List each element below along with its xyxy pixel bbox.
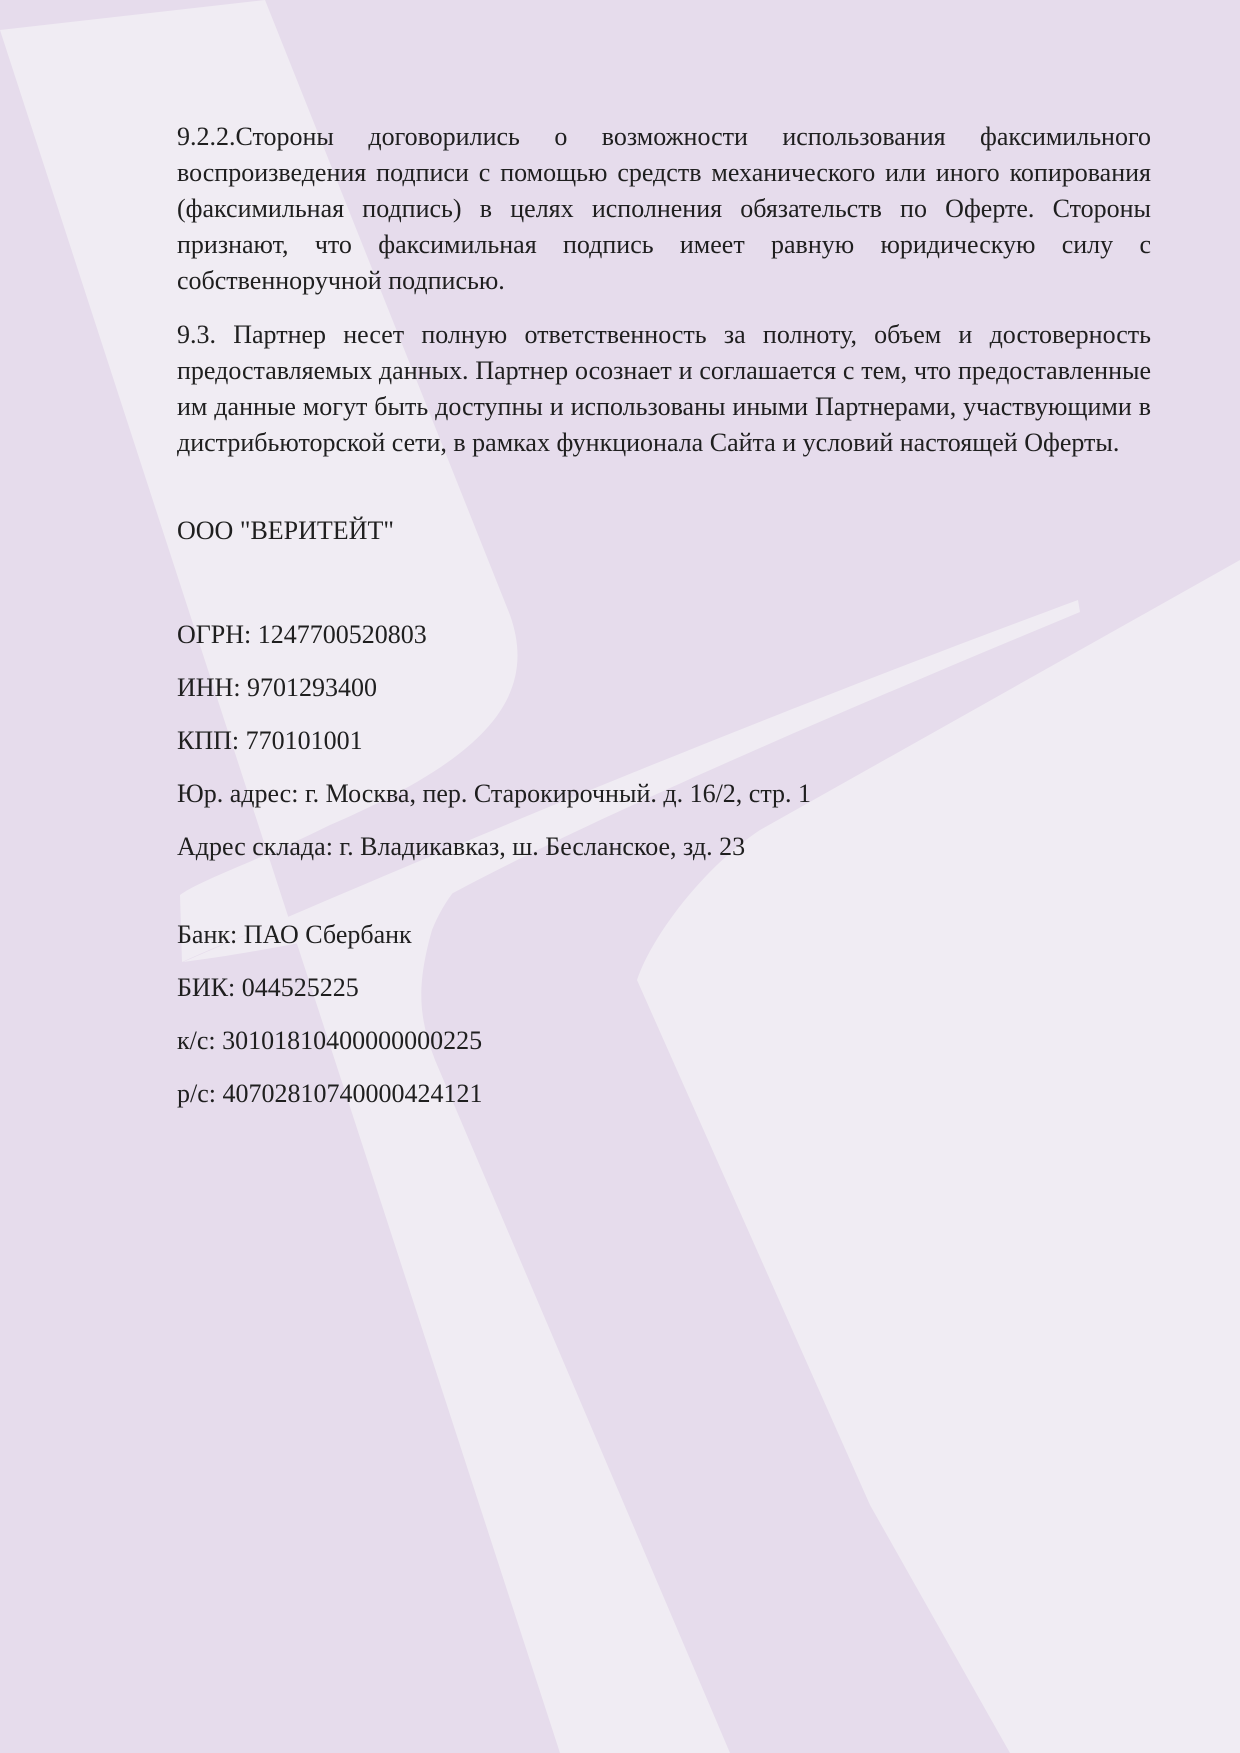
paragraph-9-2-2: 9.2.2.Стороны договорились о возможности использования факсимильного воспроизведения подписи с помощью средств механического или иного копирования (факсимильная подпись) в целях исполнения обязательств по Оферте. Стороны признают, что факсимильная подпись имеет равную юридическую силу с собственноручной подписью. <box>177 122 1151 295</box>
bik-line: БИК: 044525225 <box>177 973 359 1002</box>
document-page <box>177 119 1151 1112</box>
warehouse-address-line: Адрес склада: г. Владикавказ, ш. Бесланское, зд. 23 <box>177 832 746 861</box>
paragraph-9-3: 9.3. Партнер несет полную ответственность за полноту, объем и достоверность предоставляемых данных. Партнер осознает и соглашается с тем, что предоставленные им данные могут быть доступны и использованы иными Партнерами, участвующими в дистрибьюторской сети, в рамках функционала Сайта и условий настоящей Оферты. <box>177 320 1151 457</box>
company-name: ООО "ВЕРИТЕЙТ" <box>177 516 394 545</box>
ks-line: к/с: 30101810400000000225 <box>177 1026 483 1055</box>
legal-address-line: Юр. адрес: г. Москва, пер. Старокирочный. д. 16/2, стр. 1 <box>177 779 812 808</box>
kpp-line: КПП: 770101001 <box>177 726 363 755</box>
bank-name-line: Банк: ПАО Сбербанк <box>177 920 412 949</box>
ogrn-line: ОГРН: 1247700520803 <box>177 620 427 649</box>
rs-line: р/с: 40702810740000424121 <box>177 1079 483 1108</box>
inn-line: ИНН: 9701293400 <box>177 673 378 702</box>
